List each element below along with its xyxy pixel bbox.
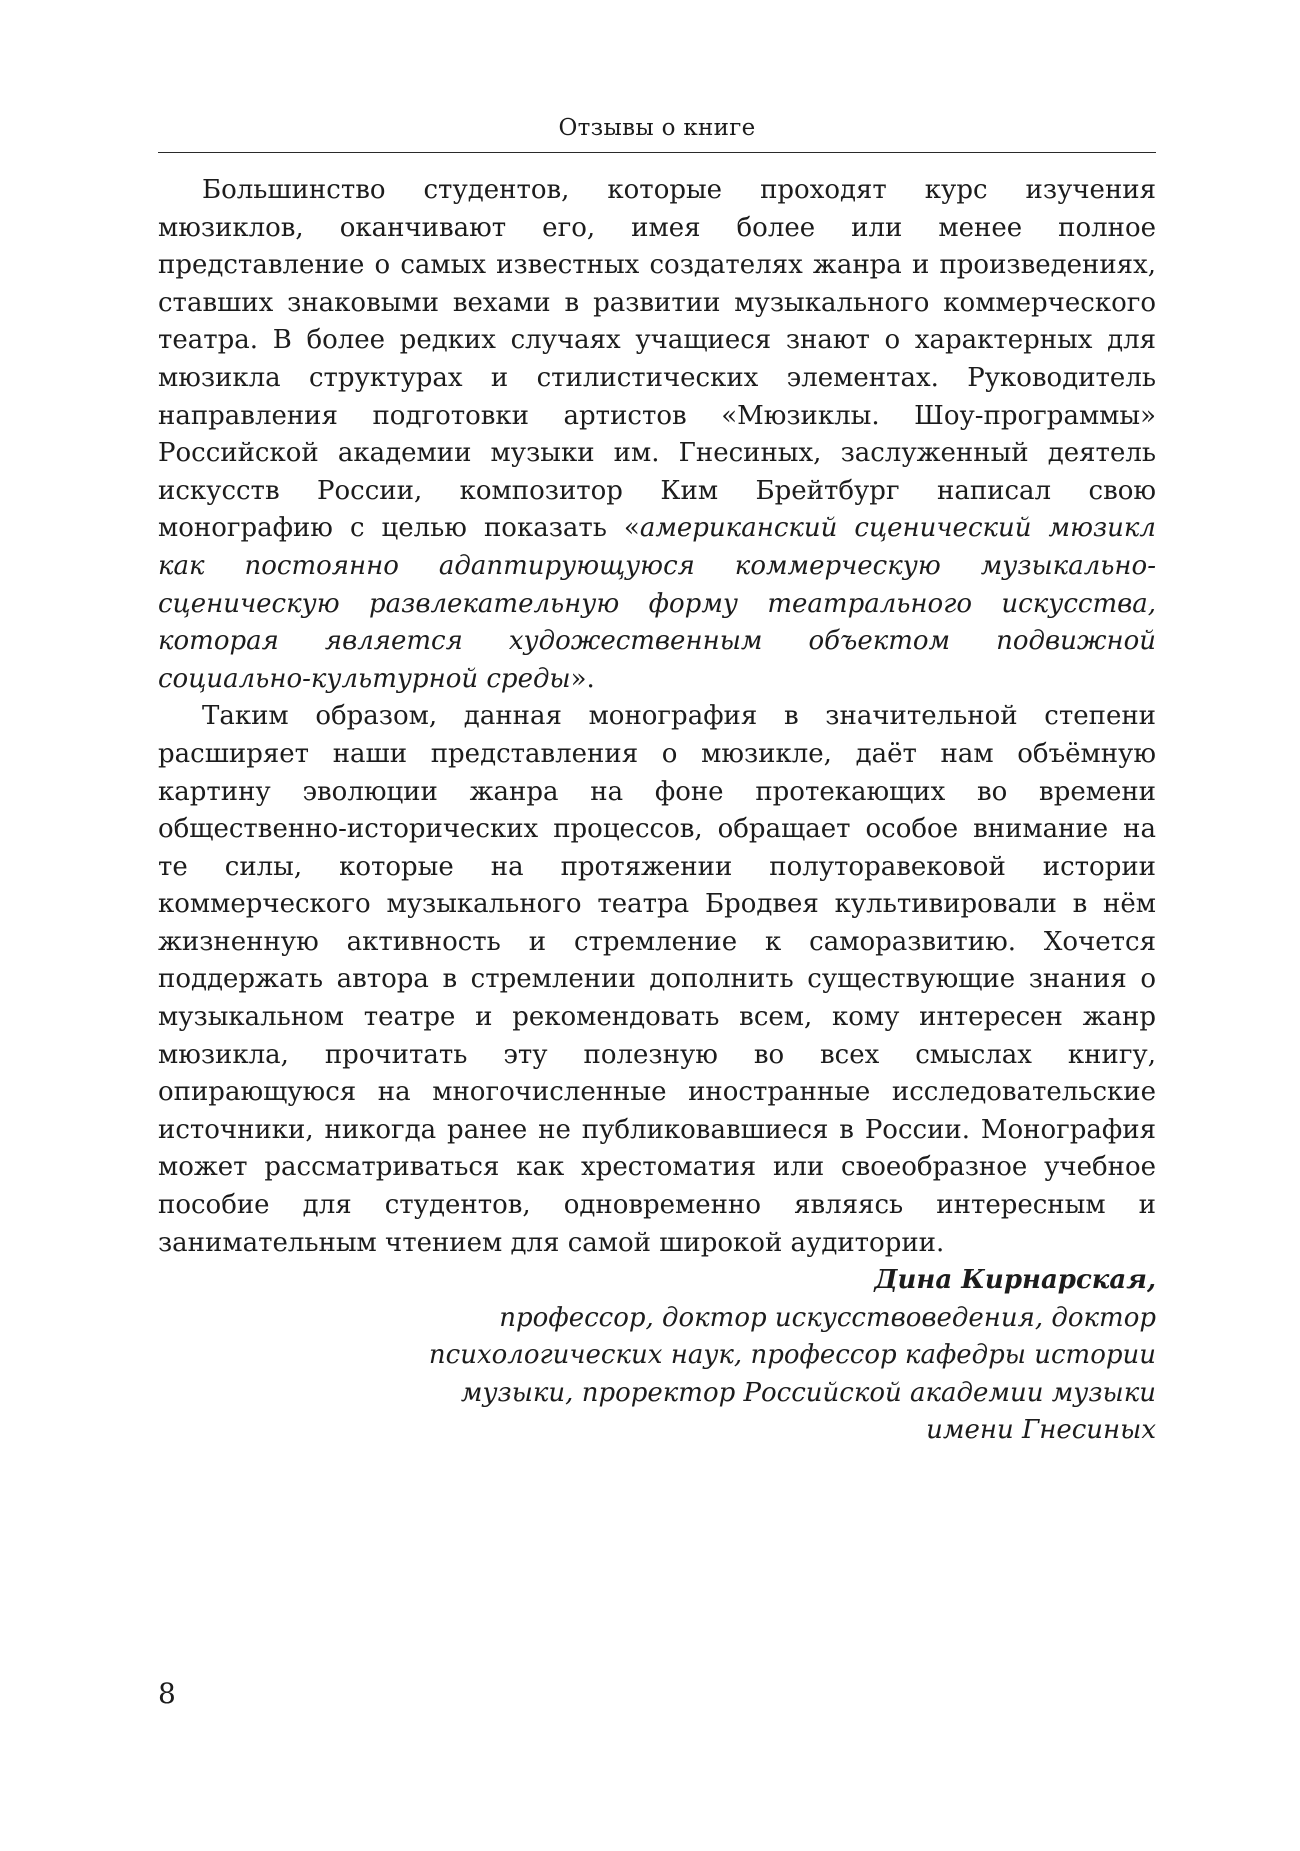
body-text <box>158 172 1156 1262</box>
paragraph-2: Таким образом, данная монография в значительной степени расширяет наши представления о мюзикле, даёт нам объёмную картину эволюции жанра на фоне протекающих во времени общественно-исторических процессов, обращает особое внимание на те силы, которые на протяжении полуторавековой истории коммерческого музыкального театра Бродвея культивировали в нём жизненную активность и стремление к саморазвитию. Хочется поддержать автора в стремлении дополнить существующие знания о музыкальном театре и рекомендовать всем, кому интересен жанр мюзикла, прочитать эту полезную во всех смыслах книгу, опирающуюся на многочисленные иностранные исследовательские источники, никогда ранее не публиковавшиеся в России. Монография может рассматриваться как хрестоматия или своеобразное учебное пособие для студентов, одновременно являясь интересным и занимательным чтением для самой широкой аудитории. <box>158 701 1156 1258</box>
paragraph-1-quote: американский сценический мюзикл как постоянно адаптирующуюся коммерческую музыкально-сценическую развлекательную форму театрального искусства, которая является художественным объектом подвижной социально-культурной среды <box>158 513 1156 694</box>
signature-block <box>396 1262 1156 1450</box>
author-title: профессор, доктор искусствоведения, доктор психологических наук, профессор кафедры истории музыки, проректор Российской академии музыки имени Гнесиных <box>428 1302 1156 1446</box>
header-rule <box>158 152 1156 153</box>
paragraph-1-end: ». <box>570 663 595 694</box>
paragraph-1 <box>158 172 1156 698</box>
page-number: 8 <box>158 1677 176 1710</box>
running-head: Отзывы о книге <box>558 115 756 141</box>
author-name: Дина Кирнарская, <box>874 1265 1156 1295</box>
paragraph-1-intro: Большинство студентов, которые проходят курс изучения мюзиклов, оканчивают его, имея более или менее полное представление о самых известных создателях жанра и произведениях, ставших знаковыми вехами в развитии музыкального коммерческого театра. В более редких случаях учащиеся знают о характерных для мюзикла структурах и стилистических элементах. Руководитель направления подготовки артистов «Мюзиклы. Шоу-программы» Российской академии музыки им. Гнесиных, заслуженный деятель искусств России, композитор Ким Брейтбург написал свою монографию с целью показать « <box>158 175 1156 544</box>
